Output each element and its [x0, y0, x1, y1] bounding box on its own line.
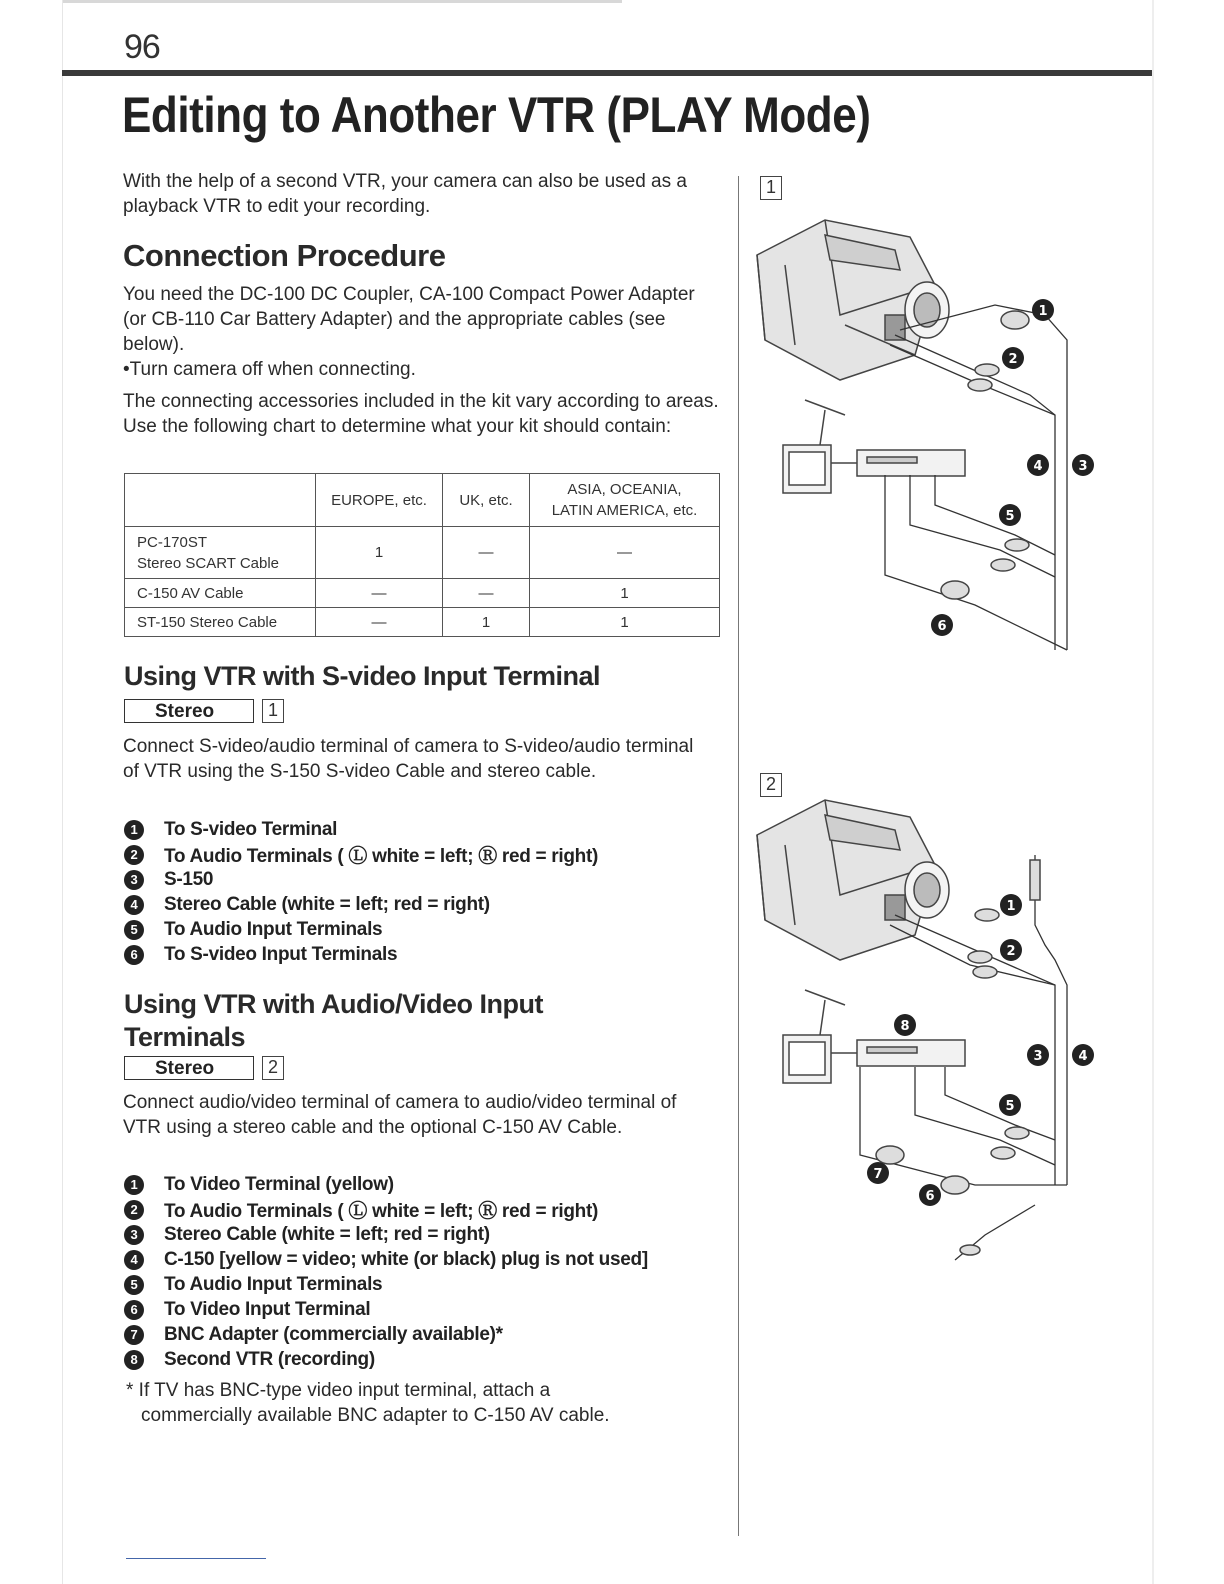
- table-cell-name: [125, 527, 316, 579]
- callout-3-label: 3: [1078, 459, 1088, 474]
- step-text: Second VTR (recording): [164, 1348, 375, 1370]
- table-header-asia-line1: ASIA, OCEANIA,: [567, 481, 682, 498]
- callout-4-label: 4: [1033, 459, 1043, 474]
- table-cell-europe: —: [316, 579, 443, 608]
- step-text: BNC Adapter (commercially available)*: [164, 1323, 503, 1345]
- tv-illustration: [783, 400, 845, 493]
- table-cell-name: C-150 AV Cable: [125, 579, 316, 608]
- table-cell-name-line1: PC-170ST: [137, 533, 208, 551]
- step-number-icon: 2: [124, 1200, 144, 1220]
- list-item: [124, 867, 744, 892]
- callout-6-label: 6: [925, 1189, 935, 1204]
- table-row: [125, 579, 720, 608]
- step-number-icon: 3: [124, 870, 144, 890]
- camera-illustration: [757, 220, 949, 380]
- table-header-blank: [125, 474, 316, 527]
- svideo-heading: Using VTR with S-video Input Terminal: [124, 661, 601, 691]
- table-cell-name: ST-150 Stereo Cable: [125, 608, 316, 637]
- footnote-line2: commercially available BNC adapter to C-150 AV cable.: [141, 1405, 610, 1426]
- step-text: To Audio Input Terminals: [164, 1273, 383, 1295]
- step-text: Stereo Cable (white = left; red = right): [164, 1223, 490, 1245]
- av-mode-row: [124, 1056, 284, 1080]
- list-item: [124, 1197, 744, 1222]
- svideo-mode-row: [124, 699, 284, 723]
- table-row: [125, 608, 720, 637]
- figure2-label: 2: [760, 773, 782, 797]
- step-number-icon: 3: [124, 1225, 144, 1245]
- step-text: To Audio Terminals ( Ⓛ white = left; Ⓡ red = right): [164, 846, 599, 867]
- vtr-illustration: [831, 1040, 965, 1066]
- step-number-icon: 7: [124, 1325, 144, 1345]
- callout-7-label: 7: [873, 1167, 883, 1182]
- av-fig-ref: 2: [262, 1056, 284, 1080]
- connection-heading: Connection Procedure: [123, 238, 446, 273]
- step-text: To Audio Terminals ( Ⓛ white = left; Ⓡ red = right): [164, 1201, 599, 1222]
- page-edge-left: [62, 0, 63, 1584]
- av-mode-badge: Stereo: [124, 1056, 254, 1080]
- callout-8-label: 8: [900, 1019, 910, 1034]
- list-item: [124, 917, 744, 942]
- header-rule: [62, 70, 1152, 76]
- figure2-diagram: [745, 785, 1105, 1275]
- step-number-icon: 6: [124, 945, 144, 965]
- table-header-uk: [443, 474, 530, 527]
- page-edge-right: [1152, 0, 1154, 1584]
- step-text: To S-video Terminal: [164, 818, 338, 840]
- svideo-steps: [124, 817, 744, 967]
- table-cell-asia: —: [530, 527, 720, 579]
- kit-paragraph: The connecting accessories included in the kit vary according to areas. Use the following chart to determine what your kit should contain:: [123, 391, 719, 437]
- connection-paragraph: [123, 282, 723, 382]
- table-cell-europe: —: [316, 608, 443, 637]
- table-cell-asia: 1: [530, 579, 720, 608]
- table-row: [125, 527, 720, 579]
- table-header-asia: [530, 474, 720, 527]
- table-cell-europe: 1: [316, 527, 443, 579]
- footnote-line1: * If TV has BNC-type video input terminal, attach a: [126, 1380, 551, 1401]
- figure1-label: 1: [760, 176, 782, 200]
- table-cell-uk: —: [443, 527, 530, 579]
- callout-1-label: 1: [1006, 899, 1016, 914]
- list-item: [124, 817, 744, 842]
- vtr-illustration: [831, 450, 965, 476]
- tv-illustration: [783, 990, 845, 1083]
- connection-bullet: •Turn camera off when connecting.: [123, 359, 416, 380]
- list-item: [124, 1247, 744, 1272]
- camera-illustration: [757, 800, 949, 960]
- step-text: S-150: [164, 868, 214, 890]
- av-heading-line1: Using VTR with Audio/Video Input: [124, 989, 543, 1019]
- list-item: [124, 1172, 744, 1197]
- av-heading-line2: Terminals: [124, 1022, 246, 1052]
- list-item: [124, 892, 744, 917]
- column-divider: [738, 176, 739, 1536]
- step-number-icon: 5: [124, 1275, 144, 1295]
- table-cell-asia: 1: [530, 608, 720, 637]
- callout-2-label: 2: [1006, 944, 1016, 959]
- step-text: Stereo Cable (white = left; red = right): [164, 893, 490, 915]
- connection-text: You need the DC-100 DC Coupler, CA-100 Compact Power Adapter (or CB-110 Car Battery Adapter) and the appropriate cables (see below).: [123, 284, 695, 355]
- svideo-description: Connect S-video/audio terminal of camera to S-video/audio terminal of VTR using the S-150 S-video Cable and stereo cable.: [123, 736, 694, 782]
- list-item: [124, 942, 744, 967]
- step-number-icon: 8: [124, 1350, 144, 1370]
- page-title: Editing to Another VTR (PLAY Mode): [122, 87, 871, 143]
- step-number-icon: 2: [124, 845, 144, 865]
- list-item: [124, 1297, 744, 1322]
- step-number-icon: 6: [124, 1300, 144, 1320]
- callout-6-label: 6: [937, 619, 947, 634]
- callout-4-label: 4: [1078, 1049, 1088, 1064]
- step-text: To Audio Input Terminals: [164, 918, 383, 940]
- callout-5-label: 5: [1005, 509, 1015, 524]
- step-number-icon: 1: [124, 820, 144, 840]
- footer-rule: [126, 1558, 266, 1559]
- cable-lines: [885, 305, 1067, 650]
- av-description: Connect audio/video terminal of camera to audio/video terminal of VTR using a stereo cable and the optional C-150 AV Cable.: [123, 1092, 677, 1138]
- svideo-fig-ref: 1: [262, 699, 284, 723]
- footnote: [126, 1378, 726, 1428]
- table-cell-name-line2: Stereo SCART Cable: [137, 554, 280, 572]
- table-header-asia-line2: LATIN AMERICA, etc.: [551, 502, 698, 519]
- step-number-icon: 1: [124, 1175, 144, 1195]
- step-number-icon: 4: [124, 1250, 144, 1270]
- av-heading: [124, 988, 684, 1054]
- step-text: To Video Input Terminal: [164, 1298, 371, 1320]
- step-number-icon: 4: [124, 895, 144, 915]
- callout-3-label: 3: [1033, 1049, 1043, 1064]
- kit-table: [124, 473, 720, 637]
- table-header-row: [125, 474, 720, 527]
- table-header-uk-label: UK, etc.: [459, 491, 513, 509]
- table-cell-uk: 1: [443, 608, 530, 637]
- intro-paragraph: With the help of a second VTR, your camera can also be used as a playback VTR to edit your recording.: [123, 171, 687, 217]
- step-text: C-150 [yellow = video; white (or black) plug is not used]: [164, 1248, 648, 1270]
- callout-2-label: 2: [1008, 352, 1018, 367]
- page-edge-top: [62, 0, 622, 3]
- callout-1-label: 1: [1038, 304, 1048, 319]
- av-steps: [124, 1172, 744, 1372]
- page-number: 96: [124, 28, 160, 66]
- figure1-diagram: [745, 205, 1105, 655]
- list-item: [124, 1222, 744, 1247]
- list-item: [124, 1347, 744, 1372]
- list-item: [124, 1272, 744, 1297]
- table-header-europe: EUROPE, etc.: [316, 474, 443, 527]
- step-number-icon: 5: [124, 920, 144, 940]
- list-item: [124, 1322, 744, 1347]
- callout-5-label: 5: [1005, 1099, 1015, 1114]
- step-text: To Video Terminal (yellow): [164, 1173, 394, 1195]
- table-cell-uk: —: [443, 579, 530, 608]
- list-item: [124, 842, 744, 867]
- svideo-mode-badge: Stereo: [124, 699, 254, 723]
- step-text: To S-video Input Terminals: [164, 943, 398, 965]
